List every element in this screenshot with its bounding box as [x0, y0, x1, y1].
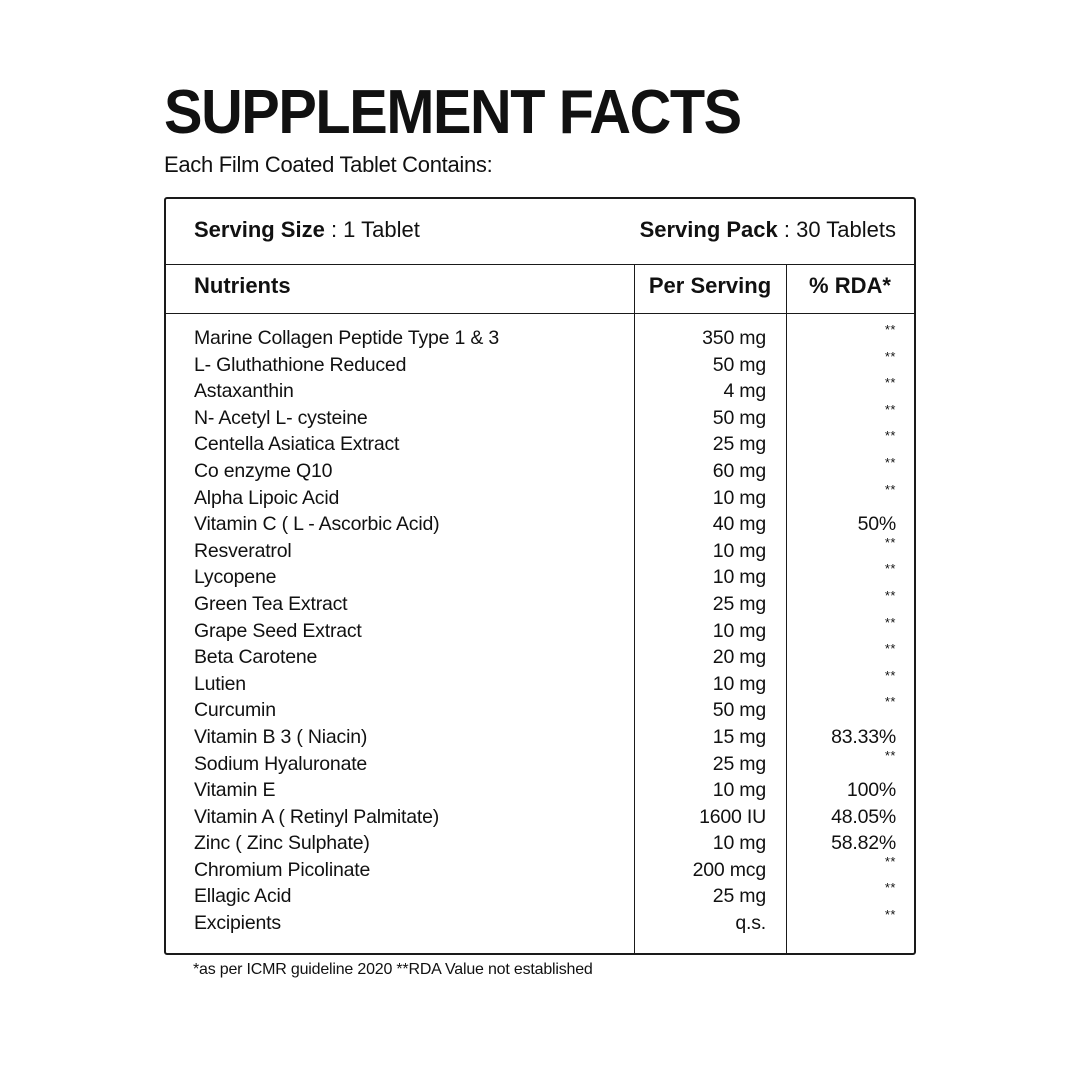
rda-value: **: [884, 401, 896, 417]
per-serving-amount: 10 mg: [712, 486, 766, 509]
rda-value: **: [884, 561, 896, 577]
rda-value: **: [884, 641, 896, 657]
per-serving-amount: 10 mg: [712, 832, 766, 855]
rda-value: **: [884, 534, 896, 550]
table-row: [166, 348, 914, 379]
nutrient-name: Vitamin E: [194, 779, 276, 802]
serving-size-label: Serving Size: [194, 217, 325, 242]
nutrient-name: Lutien: [194, 672, 246, 695]
table-row: [166, 667, 914, 698]
nutrient-name: Beta Carotene: [194, 646, 318, 669]
table-row: [166, 777, 914, 804]
nutrient-name: Alpha Lipoic Acid: [194, 486, 340, 509]
supplement-facts-table: [164, 197, 916, 955]
nutrient-name: Curcumin: [194, 699, 276, 722]
table-row: [166, 534, 914, 565]
rda-value: **: [884, 694, 896, 710]
table-row: [166, 322, 914, 352]
nutrient-name: Lycopene: [194, 566, 277, 589]
table-row: [166, 454, 914, 485]
table-row: [166, 724, 914, 751]
rda-value: **: [884, 454, 896, 470]
nutrient-name: Vitamin B 3 ( Niacin): [194, 725, 368, 748]
nutrient-name: Green Tea Extract: [194, 592, 348, 615]
footnote: *as per ICMR guideline 2020 **RDA Value not established: [193, 961, 593, 978]
nutrient-name: Centella Asiatica Extract: [194, 433, 400, 456]
page-title: SUPPLEMENT FACTS: [164, 78, 741, 147]
rda-value: 83.33%: [831, 725, 896, 748]
table-header-row: [166, 265, 914, 314]
column-header-rda: % RDA*: [809, 273, 891, 298]
rda-value: **: [884, 853, 896, 869]
rda-value: 58.82%: [831, 832, 896, 855]
nutrient-name: Co enzyme Q10: [194, 459, 333, 482]
serving-size: [194, 217, 420, 243]
table-row: [166, 561, 914, 591]
nutrient-name: Astaxanthin: [194, 380, 294, 403]
per-serving-amount: 350 mg: [702, 327, 766, 349]
per-serving-amount: 50 mg: [712, 406, 766, 429]
per-serving-amount: 10 mg: [712, 779, 766, 802]
per-serving-amount: q.s.: [735, 912, 766, 935]
table-row: [166, 747, 914, 778]
table-row: [166, 428, 914, 458]
table-row: [166, 830, 914, 857]
table-row: [166, 907, 914, 937]
rda-value: **: [884, 348, 896, 364]
nutrient-name: Marine Collagen Peptide Type 1 & 3: [194, 327, 500, 349]
per-serving-amount: 1600 IU: [699, 805, 766, 828]
serving-pack: [640, 217, 896, 243]
column-header-nutrients: Nutrients: [194, 273, 291, 298]
per-serving-amount: 200 mcg: [692, 858, 766, 881]
per-serving-amount: 15 mg: [712, 725, 766, 748]
table-row: [166, 694, 914, 724]
nutrient-name: L- Gluthathione Reduced: [194, 353, 407, 376]
nutrient-name: Grape Seed Extract: [194, 619, 362, 642]
serving-pack-value: : 30 Tablets: [777, 217, 896, 242]
per-serving-amount: 4 mg: [723, 380, 766, 403]
rda-value: **: [884, 481, 896, 497]
table-row: [166, 853, 914, 884]
nutrient-name: Ellagic Acid: [194, 885, 292, 908]
table-row: [166, 587, 914, 618]
nutrient-name: Sodium Hyaluronate: [194, 752, 368, 775]
per-serving-amount: 60 mg: [712, 459, 766, 482]
rda-value: 48.05%: [831, 805, 896, 828]
rda-value: **: [884, 747, 896, 763]
rda-value: **: [884, 667, 896, 683]
rda-value: **: [884, 880, 896, 896]
rda-value: 100%: [846, 779, 896, 802]
nutrient-name: Resveratrol: [194, 539, 292, 562]
per-serving-amount: 10 mg: [712, 566, 766, 589]
table-row: [166, 641, 914, 671]
nutrient-name: Vitamin A ( Retinyl Palmitate): [194, 805, 440, 828]
nutrient-name: Chromium Picolinate: [194, 858, 371, 881]
per-serving-amount: 10 mg: [712, 672, 766, 695]
per-serving-amount: 25 mg: [712, 885, 766, 908]
rda-value: **: [884, 907, 896, 923]
serving-pack-label: Serving Pack: [639, 217, 778, 242]
per-serving-amount: 10 mg: [712, 619, 766, 642]
rda-value: **: [884, 322, 896, 337]
table-row: [166, 401, 914, 432]
serving-info-row: [166, 199, 914, 265]
nutrient-name: Zinc ( Zinc Sulphate): [194, 832, 370, 855]
nutrient-name: Vitamin C ( L - Ascorbic Acid): [194, 513, 440, 536]
per-serving-amount: 25 mg: [712, 592, 766, 615]
table-row: [166, 375, 914, 405]
table-row: [166, 481, 914, 512]
rda-value: **: [884, 587, 896, 603]
per-serving-amount: 25 mg: [712, 752, 766, 775]
rda-value: **: [884, 614, 896, 630]
table-row: [166, 511, 914, 538]
per-serving-amount: 25 mg: [712, 433, 766, 456]
per-serving-amount: 50 mg: [712, 699, 766, 722]
serving-size-value: : 1 Tablet: [324, 217, 420, 242]
rda-value: **: [884, 375, 896, 391]
table-row: [166, 614, 914, 645]
table-row: [166, 804, 914, 831]
table-row: [166, 880, 914, 910]
page-subtitle: Each Film Coated Tablet Contains:: [164, 152, 493, 177]
per-serving-amount: 40 mg: [712, 513, 766, 536]
nutrient-rows: [166, 322, 914, 937]
column-header-per-serving: Per Serving: [648, 273, 772, 298]
rda-value: **: [884, 428, 896, 444]
rda-value: 50%: [857, 513, 896, 536]
nutrient-name: Excipients: [194, 912, 281, 935]
per-serving-amount: 50 mg: [712, 353, 766, 376]
nutrient-name: N- Acetyl L- cysteine: [194, 406, 368, 429]
per-serving-amount: 20 mg: [712, 646, 766, 669]
per-serving-amount: 10 mg: [712, 539, 766, 562]
